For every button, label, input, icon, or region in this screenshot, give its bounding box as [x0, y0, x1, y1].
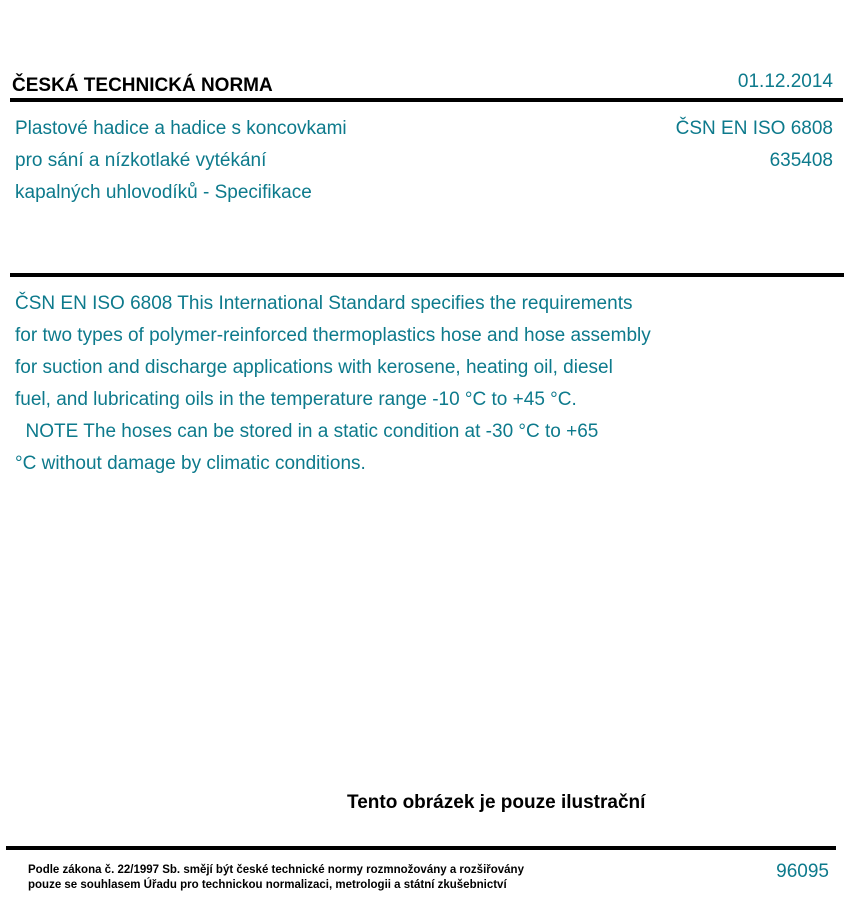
standard-title-line: kapalných uhlovodíků - Specifikace [15, 182, 312, 203]
abstract-line: ČSN EN ISO 6808 This International Standard specifies the requirements [15, 293, 633, 314]
footer-divider [6, 846, 836, 850]
document-number: 96095 [776, 861, 829, 882]
standard-title-line: pro sání a nízkotlaké vytékání [15, 150, 267, 171]
abstract-line: °C without damage by climatic conditions. [15, 453, 366, 474]
abstract-line: fuel, and lubricating oils in the temperature range -10 °C to +45 °C. [15, 389, 577, 410]
publication-date: 01.12.2014 [737, 71, 833, 92]
illustration-notice: Tento obrázek je pouze ilustrační [347, 792, 646, 813]
section-divider [10, 273, 844, 277]
header-divider [10, 98, 843, 102]
legal-notice-line: pouze se souhlasem Úřadu pro technickou normalizaci, metrologii a státní zkušebnictví [28, 879, 507, 891]
abstract-line: NOTE The hoses can be stored in a static condition at -30 °C to +65 [15, 421, 599, 442]
document-type-heading: ČESKÁ TECHNICKÁ NORMA [12, 75, 273, 96]
abstract-line: for suction and discharge applications with kerosene, heating oil, diesel [15, 357, 613, 378]
abstract-line: for two types of polymer-reinforced thermoplastics hose and hose assembly [15, 325, 651, 346]
standard-title-line: Plastové hadice a hadice s koncovkami [15, 118, 347, 139]
classification-number: 635408 [769, 150, 833, 171]
legal-notice-line: Podle zákona č. 22/1997 Sb. smějí být české technické normy rozmnožovány a rozšiřovány [28, 864, 524, 876]
standard-designation: ČSN EN ISO 6808 [675, 118, 833, 139]
